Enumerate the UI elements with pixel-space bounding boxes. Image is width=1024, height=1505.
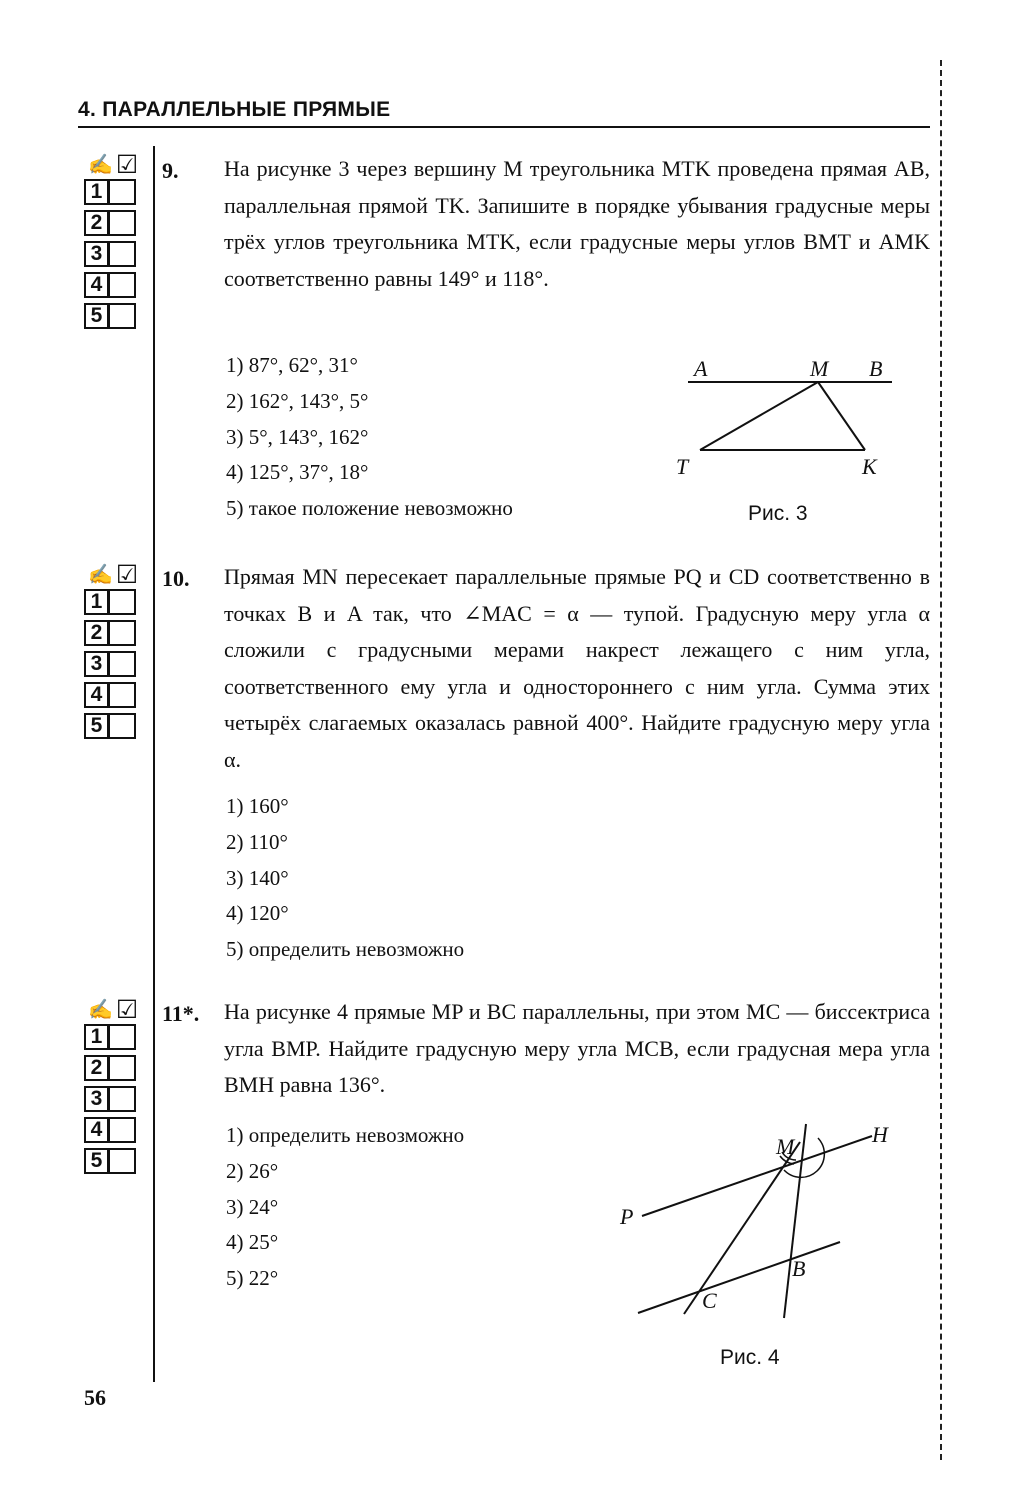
question-number: 11*. <box>162 1001 200 1026</box>
section-title: 4. ПАРАЛЛЕЛЬНЫЕ ПРЯМЫЕ <box>78 98 391 121</box>
answer-checkbox[interactable] <box>109 1086 136 1112</box>
option-number: 4 <box>84 1117 109 1143</box>
label-h: H <box>872 1122 888 1147</box>
answer-option: 2) 26° <box>226 1158 279 1183</box>
answer-checkbox[interactable] <box>109 1148 136 1174</box>
option-number: 2 <box>84 210 109 236</box>
label-a: A <box>694 356 708 381</box>
check-box-icon[interactable]: ☑ <box>115 560 139 589</box>
question-number: 9. <box>162 158 179 183</box>
answer-checkbox[interactable] <box>109 1055 136 1081</box>
answer-option: 1) 160° <box>226 794 289 818</box>
check-box-icon[interactable]: ☑ <box>115 150 139 179</box>
answer-option: 1) определить невозможно <box>226 1123 465 1147</box>
option-number: 4 <box>84 272 109 298</box>
label-k: K <box>862 454 877 479</box>
answer-checkbox[interactable] <box>109 179 136 205</box>
answer-option: 2) 162°, 143°, 5° <box>226 388 369 413</box>
answer-checkbox[interactable] <box>109 1024 136 1050</box>
page-number: 56 <box>84 1385 106 1410</box>
option-number: 4 <box>84 682 109 708</box>
line-bc <box>638 1242 840 1313</box>
option-number: 1 <box>84 179 109 205</box>
answer-checkbox[interactable] <box>109 713 136 739</box>
answer-list <box>226 789 464 968</box>
label-c: C <box>702 1288 717 1313</box>
answer-checkbox[interactable] <box>109 651 136 677</box>
answer-option: 4) 120° <box>226 901 289 926</box>
answer-option: 4) 25° <box>226 1230 279 1255</box>
answer-option: 2) 110° <box>226 829 288 854</box>
answer-key-q9 <box>84 152 150 333</box>
segment-mt <box>700 382 818 450</box>
option-number: 3 <box>84 651 109 677</box>
label-m: M <box>810 356 829 381</box>
answer-checkbox[interactable] <box>109 303 136 329</box>
label-b: B <box>869 356 883 381</box>
answer-option: 5) 22° <box>226 1266 279 1291</box>
figure-4-diagram <box>610 1118 910 1338</box>
option-number: 5 <box>84 1148 109 1174</box>
pencil-icon: ✍ <box>88 999 113 1021</box>
answer-option: 5) определить невозможно <box>226 937 465 962</box>
question-text: Прямая MN пересекает параллельные прямые PQ и CD соответственно в точках B и A так, что ∠MAC = α — тупой. Градусную меру угла α сложили с градусными мерами накрест лежащего с ним угла, соответственного ему угла и одностороннего с ним угла. Сумма этих четырёх слагаемых оказалась равной 400°. Найдите градусную меру угла α. <box>224 564 930 772</box>
answer-checkbox[interactable] <box>109 620 136 646</box>
question-text: На рисунке 3 через вершину M треугольника MTK проведена прямая AB, параллельная прямой TK. Запишите в порядке убывания градусные меры трёх углов треугольника MTK, если градусные меры углов BMT и AMK соответственно равны 149° и 118°. <box>224 156 930 291</box>
answer-key-q11 <box>84 997 150 1178</box>
answer-list <box>226 1118 464 1297</box>
label-t: T <box>676 454 689 479</box>
option-number: 5 <box>84 303 109 329</box>
check-box-icon[interactable]: ☑ <box>115 995 139 1024</box>
answer-option: 3) 140° <box>226 865 289 890</box>
answer-option: 1) 87°, 62°, 31° <box>226 353 358 377</box>
option-number: 2 <box>84 620 109 646</box>
option-number: 2 <box>84 1055 109 1081</box>
option-number: 3 <box>84 241 109 267</box>
answer-option: 3) 5°, 143°, 162° <box>226 424 369 449</box>
figure-caption: Рис. 4 <box>720 1346 780 1369</box>
question-number: 10. <box>162 566 190 591</box>
answer-key-q10 <box>84 562 150 743</box>
segment-mk <box>818 382 865 450</box>
answer-checkbox[interactable] <box>109 682 136 708</box>
option-number: 5 <box>84 713 109 739</box>
option-number: 1 <box>84 589 109 615</box>
pencil-icon: ✍ <box>88 564 113 586</box>
option-number: 1 <box>84 1024 109 1050</box>
margin-divider <box>153 146 155 1382</box>
answer-option: 4) 125°, 37°, 18° <box>226 460 369 485</box>
cut-line <box>940 60 942 1460</box>
answer-checkbox[interactable] <box>109 241 136 267</box>
figure-caption: Рис. 3 <box>748 502 808 525</box>
answer-checkbox[interactable] <box>109 589 136 615</box>
label-b: B <box>792 1256 806 1281</box>
answer-option: 5) такое положение невозможно <box>226 496 513 521</box>
pencil-icon: ✍ <box>88 154 113 176</box>
figure-3-diagram <box>660 350 900 485</box>
label-p: P <box>620 1204 634 1229</box>
answer-option: 3) 24° <box>226 1194 279 1219</box>
answer-checkbox[interactable] <box>109 272 136 298</box>
answer-checkbox[interactable] <box>109 210 136 236</box>
answer-list <box>226 348 513 527</box>
answer-checkbox[interactable] <box>109 1117 136 1143</box>
title-divider <box>78 126 930 128</box>
question-text: На рисунке 4 прямые MP и BC параллельны, при этом MC — биссектриса угла BMP. Найдите градусную меру угла MCB, если градусная мера угла BMH равна 136°. <box>224 999 930 1097</box>
label-m: M <box>776 1134 795 1159</box>
option-number: 3 <box>84 1086 109 1112</box>
